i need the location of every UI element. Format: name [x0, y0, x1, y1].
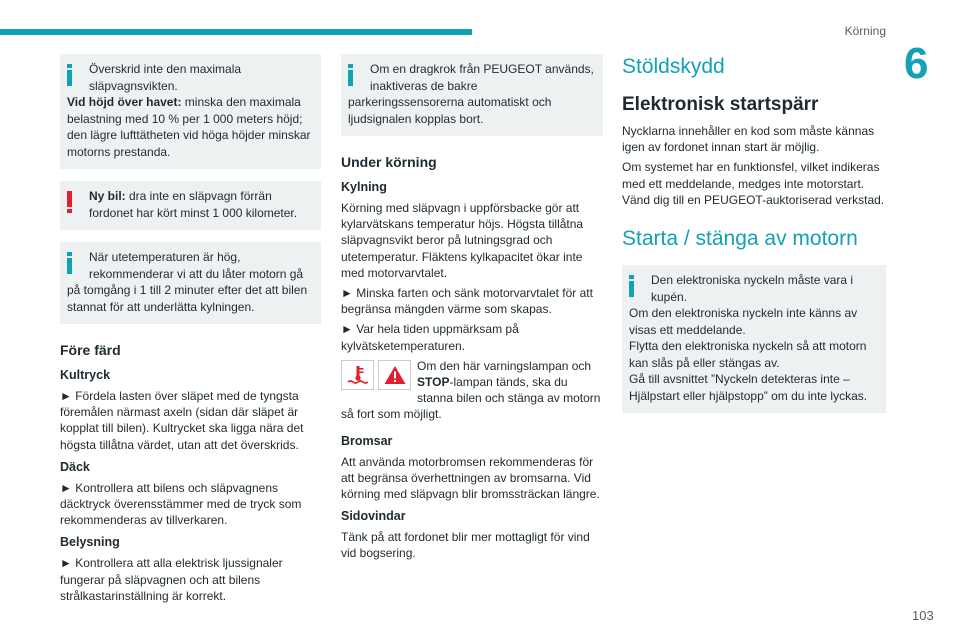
- paragraph: ► Var hela tiden uppmärksam på kylvätsketemperaturen.: [341, 322, 519, 353]
- warning-box: Ny bil: dra inte en släpvagn förrän fordonet har kört minst 1 000 kilometer.: [60, 181, 321, 230]
- column-2: [341, 54, 603, 566]
- chapter-number: 6: [904, 39, 929, 88]
- info-box: När utetemperaturen är hög, rekommenderar vi att du låter motorn gå på tomgång i 1 till 2 minuter efter det att bilen stannat för att underlätta kylningen.: [60, 242, 321, 324]
- warning-lamp-block: [341, 358, 603, 427]
- paragraph: Körning med släpvagn i uppförsbacke gör att kylarvätskans temperatur höjs. Högsta tillåtna släpvagnsvikt beror på lutningsgrad och utetemperatur. Fläktens kylkapacitet ökar inte med motorvarvtalet.: [341, 201, 584, 280]
- paragraph: ► Fördela lasten över släpet med de tyngsta föremålen närmast axeln (sidan där släpet är kopplat till bilen). Kultrycket ska ligga nära det högsta tillåtna värdet, utan att det överskrids.: [60, 389, 304, 452]
- paragraph: Om den här varningslampan och STOP-lampan tänds, ska du stanna bilen och stänga av motorn så fort som möjligt.: [341, 358, 601, 422]
- subheading: Bromsar: [341, 433, 393, 448]
- section-heading: Under körning: [341, 154, 437, 170]
- coolant-temperature-icon: [341, 360, 374, 390]
- section-heading: Elektronisk startspärr: [622, 94, 819, 115]
- info-icon: [67, 252, 72, 274]
- header-accent-bar: [0, 29, 472, 35]
- warning-triangle-icon: [378, 360, 411, 390]
- subheading: Däck: [60, 459, 90, 474]
- subheading: Belysning: [60, 535, 120, 550]
- info-icon: [67, 64, 72, 86]
- info-icon: [629, 275, 634, 297]
- info-box: Den elektroniska nyckeln måste vara i kupén. Om den elektroniska nyckeln inte känns av visas ett meddelande. Flytta den elektroniska nyckeln så att motorn kan slås på eller stängas av. Gå till avsnittet ”Nyckeln detekteras inte – Hjälpstart eller hjälpstopp” om du inte lyckas.: [622, 265, 886, 413]
- paragraph: Nycklarna innehåller en kod som måste kännas igen av fordonet innan start är möjlig.: [622, 124, 875, 155]
- section-heading: Före färd: [60, 342, 121, 358]
- paragraph: ► Kontrollera att alla elektrisk ljussignaler fungerar på släpvagnen och att bilens strålkastarinställning är korrekt.: [60, 556, 283, 603]
- info-box: Överskrid inte den maximala släpvagnsvikten. Vid höjd över havet: minska den maximala belastning med 10 % per 1 000 meters höjd; den lägre lufttätheten vid höga höjder minskar motorns prestanda.: [60, 54, 321, 169]
- subheading: Kylning: [341, 180, 387, 194]
- column-3: [622, 54, 886, 425]
- paragraph: ► Minska farten och sänk motorvarvtalet för att begränsa mängden värme som skapas.: [341, 286, 593, 317]
- subheading: Sidovindar: [341, 509, 406, 524]
- chapter-heading: Stöldskydd: [622, 55, 725, 78]
- info-icon: [348, 64, 353, 86]
- paragraph: Om systemet har en funktionsfel, vilket indikeras med ett meddelande, medges inte motorstart. Vänd dig till en PEUGEOT-auktoriserad verkstad.: [622, 160, 885, 207]
- info-box: Om en dragkrok från PEUGEOT används, inaktiveras de bakre parkeringssensorerna automatiskt och ljudsignalen kopplas bort.: [341, 54, 603, 136]
- column-1: [60, 54, 321, 608]
- chapter-heading: Starta / stänga av motorn: [622, 227, 858, 251]
- page-number: 103: [912, 608, 934, 623]
- subheading: Kultryck: [60, 368, 111, 382]
- paragraph: ► Kontrollera att bilens och släpvagnens däcktryck överensstämmer med de tryck som rekommenderas av tillverkaren.: [60, 480, 302, 528]
- warning-icon: [67, 191, 72, 213]
- paragraph: Tänk på att fordonet blir mer mottagligt för vind vid bogsering.: [341, 530, 590, 561]
- paragraph: Att använda motorbromsen rekommenderas för att begränsa överhettningen av bromsarna. Vid körning med släpvagn blir bromssträckan längre.: [341, 454, 600, 502]
- section-name: Körning: [844, 24, 886, 38]
